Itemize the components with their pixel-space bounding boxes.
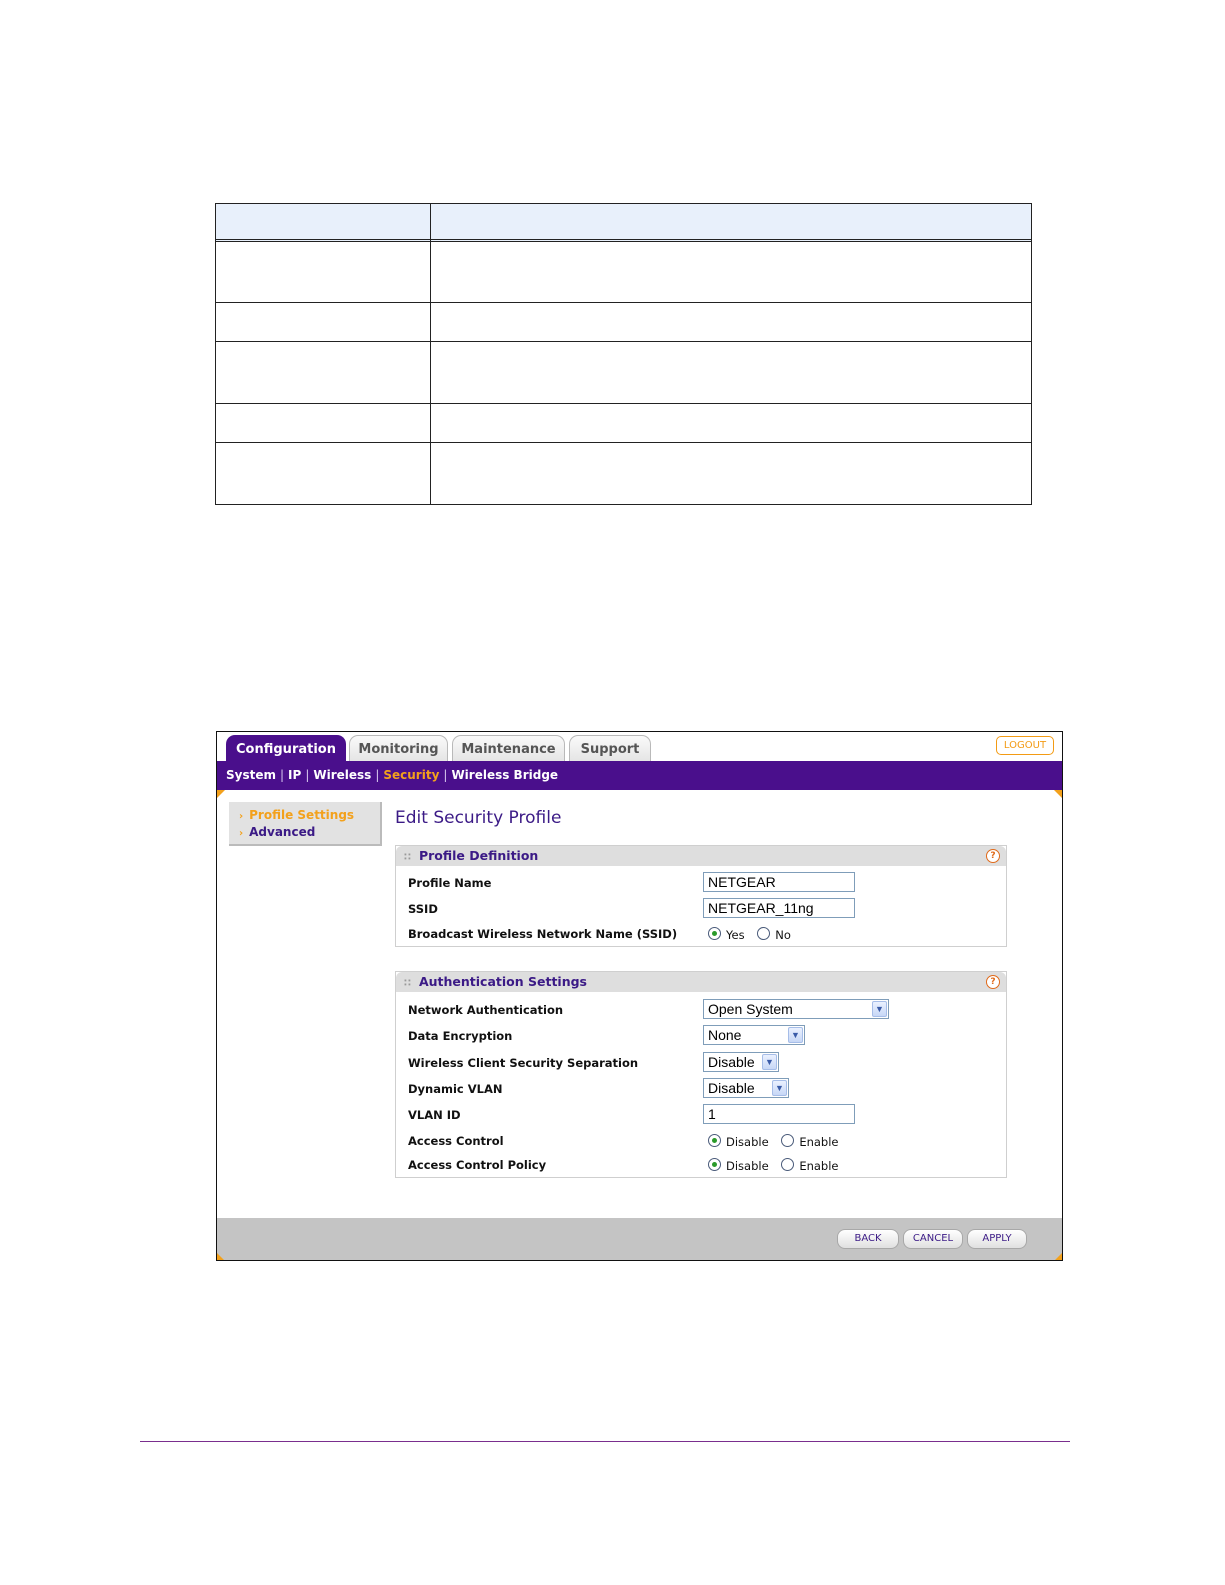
policy-enable-radio[interactable] <box>781 1158 794 1171</box>
broadcast-no-radio[interactable] <box>757 927 770 940</box>
client-separation-label: Wireless Client Security Separation <box>408 1056 639 1070</box>
radio-label: Disable <box>726 1135 769 1149</box>
help-icon[interactable]: ? <box>986 849 1000 863</box>
sidebar-item-profile-settings[interactable] <box>239 808 354 822</box>
tab-configuration[interactable]: Configuration <box>226 735 346 762</box>
drag-grip-icon: ∷ <box>404 852 411 863</box>
subnav-separator: | <box>305 768 310 782</box>
subnav-system[interactable]: System <box>226 768 276 782</box>
subnav-separator: | <box>375 768 380 782</box>
subnav-wireless[interactable]: Wireless <box>313 768 372 782</box>
access-control-disable-radio[interactable] <box>708 1134 721 1147</box>
table-header-row <box>216 204 1031 242</box>
access-control-radio-group <box>708 1134 848 1149</box>
apply-button[interactable]: APPLY <box>967 1229 1027 1249</box>
ssid-input[interactable]: NETGEAR_11ng <box>703 898 855 918</box>
broadcast-ssid-radio-group <box>708 927 800 942</box>
radio-label: Enable <box>799 1159 839 1173</box>
corner-decoration <box>217 1253 224 1260</box>
chevron-down-icon: ▼ <box>788 1027 803 1043</box>
radio-label: No <box>775 928 791 942</box>
back-button[interactable]: BACK <box>837 1229 899 1249</box>
vlan-id-label: VLAN ID <box>408 1108 461 1122</box>
tab-maintenance[interactable]: Maintenance <box>452 735 565 762</box>
select-value: Disable <box>708 1054 755 1070</box>
router-admin-window <box>216 731 1063 1261</box>
tab-monitoring[interactable]: Monitoring <box>349 735 448 762</box>
tab-support[interactable]: Support <box>569 735 651 762</box>
profile-name-input[interactable]: NETGEAR <box>703 872 855 892</box>
page-title: Edit Security Profile <box>395 808 562 828</box>
broadcast-ssid-label: Broadcast Wireless Network Name (SSID) <box>408 927 678 941</box>
corner-decoration <box>1054 790 1062 798</box>
dynamic-vlan-select[interactable] <box>703 1078 789 1098</box>
table-row-divider <box>216 403 1031 404</box>
table-row-divider <box>216 442 1031 443</box>
top-tab-bar <box>217 732 1062 761</box>
profile-definition-section <box>395 845 1007 947</box>
select-value: Open System <box>708 1001 793 1017</box>
help-icon[interactable]: ? <box>986 975 1000 989</box>
drag-grip-icon: ∷ <box>404 978 411 989</box>
access-control-enable-radio[interactable] <box>781 1134 794 1147</box>
chevron-down-icon: ▼ <box>762 1054 777 1070</box>
broadcast-yes-radio[interactable] <box>708 927 721 940</box>
corner-decoration <box>217 790 225 798</box>
radio-label: Disable <box>726 1159 769 1173</box>
subnav-wireless-bridge[interactable]: Wireless Bridge <box>451 768 559 782</box>
authentication-settings-section <box>395 971 1007 1178</box>
sidebar-item-advanced[interactable] <box>239 825 315 839</box>
table-row-divider <box>216 302 1031 303</box>
access-control-policy-label: Access Control Policy <box>408 1158 547 1172</box>
chevron-down-icon: ▼ <box>872 1001 887 1017</box>
radio-label: Enable <box>799 1135 839 1149</box>
access-control-policy-radio-group <box>708 1158 848 1173</box>
client-separation-select[interactable] <box>703 1052 779 1072</box>
subnav-separator: | <box>443 768 448 782</box>
vlan-id-input[interactable]: 1 <box>703 1104 855 1124</box>
chevron-right-icon: › <box>239 811 244 822</box>
section-title: Authentication Settings <box>418 974 587 989</box>
logout-button[interactable]: LOGOUT <box>996 736 1054 755</box>
subnav-security[interactable]: Security <box>383 768 440 782</box>
radio-label: Yes <box>726 928 745 942</box>
sidebar <box>229 802 382 846</box>
sidebar-item-label: Profile Settings <box>249 808 355 822</box>
sidebar-item-label: Advanced <box>249 825 316 839</box>
select-value: Disable <box>708 1080 755 1096</box>
table-row-divider <box>216 341 1031 342</box>
sub-navigation <box>217 761 1062 790</box>
data-encryption-label: Data Encryption <box>408 1029 513 1043</box>
select-value: None <box>708 1027 742 1043</box>
network-authentication-select[interactable] <box>703 999 889 1019</box>
chevron-down-icon: ▼ <box>772 1080 787 1096</box>
corner-decoration <box>1055 1253 1062 1260</box>
section-header <box>396 972 1006 992</box>
dynamic-vlan-label: Dynamic VLAN <box>408 1082 503 1096</box>
section-header <box>396 846 1006 866</box>
data-encryption-select[interactable] <box>703 1025 805 1045</box>
subnav-ip[interactable]: IP <box>288 768 302 782</box>
policy-disable-radio[interactable] <box>708 1158 721 1171</box>
button-footer <box>217 1218 1062 1260</box>
cancel-button[interactable]: CANCEL <box>903 1229 963 1249</box>
table-column-divider <box>430 204 431 504</box>
page-footer-rule <box>140 1441 1070 1442</box>
network-authentication-label: Network Authentication <box>408 1003 564 1017</box>
subnav-separator: | <box>280 768 285 782</box>
section-title: Profile Definition <box>418 848 539 863</box>
profile-name-label: Profile Name <box>408 876 492 890</box>
description-table <box>215 203 1032 505</box>
ssid-label: SSID <box>408 902 438 916</box>
chevron-right-icon: › <box>239 828 244 839</box>
access-control-label: Access Control <box>408 1134 504 1148</box>
